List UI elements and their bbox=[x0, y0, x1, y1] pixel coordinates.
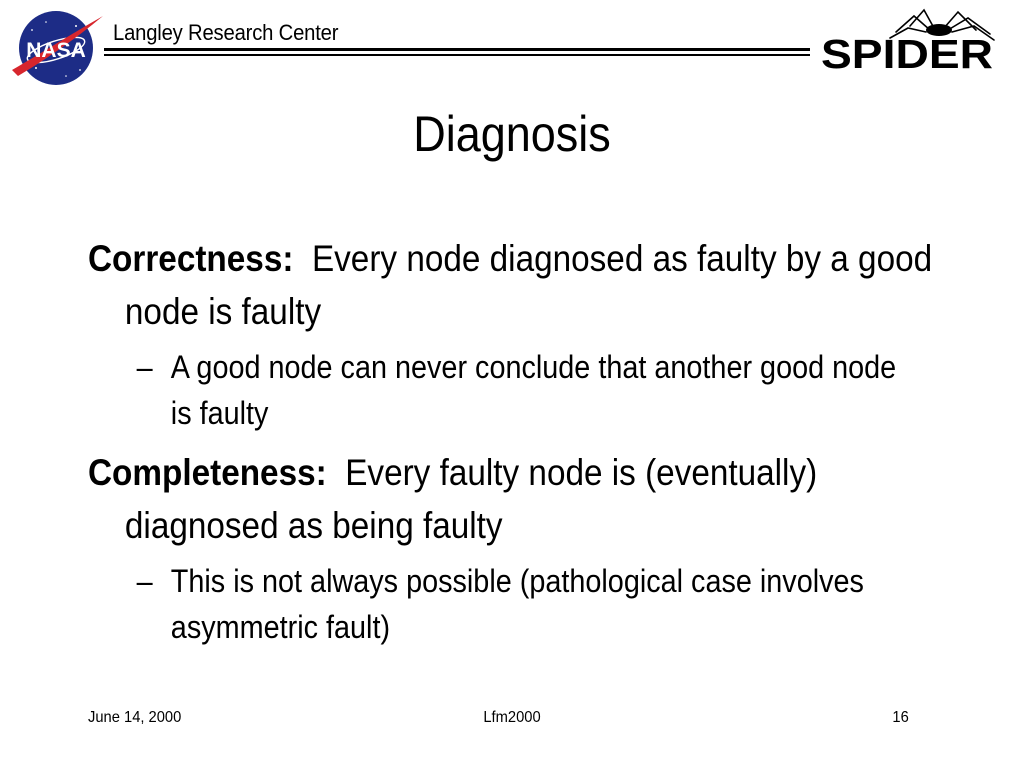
sub-bullet-text: This is not always possible (pathological case involves asymmetric fault) bbox=[170, 563, 864, 645]
sub-bullet-completeness bbox=[136, 558, 918, 650]
bullet-completeness bbox=[88, 446, 944, 552]
sub-bullet-dash: – bbox=[136, 563, 153, 599]
bullet-text: Every faulty node is (eventually) diagnosed as being faulty bbox=[124, 452, 818, 546]
footer-date: June 14, 2000 bbox=[88, 709, 182, 726]
bullet-text: Every node diagnosed as faulty by a good node is faulty bbox=[124, 238, 933, 332]
slide-content bbox=[88, 232, 933, 660]
svg-text:NASA: NASA bbox=[26, 39, 86, 62]
footer-event: Lfm2000 bbox=[483, 709, 541, 726]
slide-title: Diagnosis bbox=[413, 106, 611, 162]
spider-logo bbox=[818, 8, 998, 74]
bullet-term: Completeness: bbox=[88, 452, 327, 493]
header-rule-bottom bbox=[104, 54, 810, 56]
bullet-term: Correctness: bbox=[88, 238, 294, 279]
sub-bullet-text: A good node can never conclude that another good node is faulty bbox=[170, 349, 897, 431]
sub-bullet-correctness bbox=[136, 344, 918, 436]
nasa-logo bbox=[10, 8, 104, 88]
sub-bullet-dash: – bbox=[136, 349, 153, 385]
center-name: Langley Research Center bbox=[113, 20, 339, 45]
header-rule-top bbox=[104, 48, 810, 51]
svg-text:SPIDER: SPIDER bbox=[821, 31, 993, 74]
page-number: 16 bbox=[892, 709, 909, 726]
bullet-correctness bbox=[88, 232, 944, 338]
